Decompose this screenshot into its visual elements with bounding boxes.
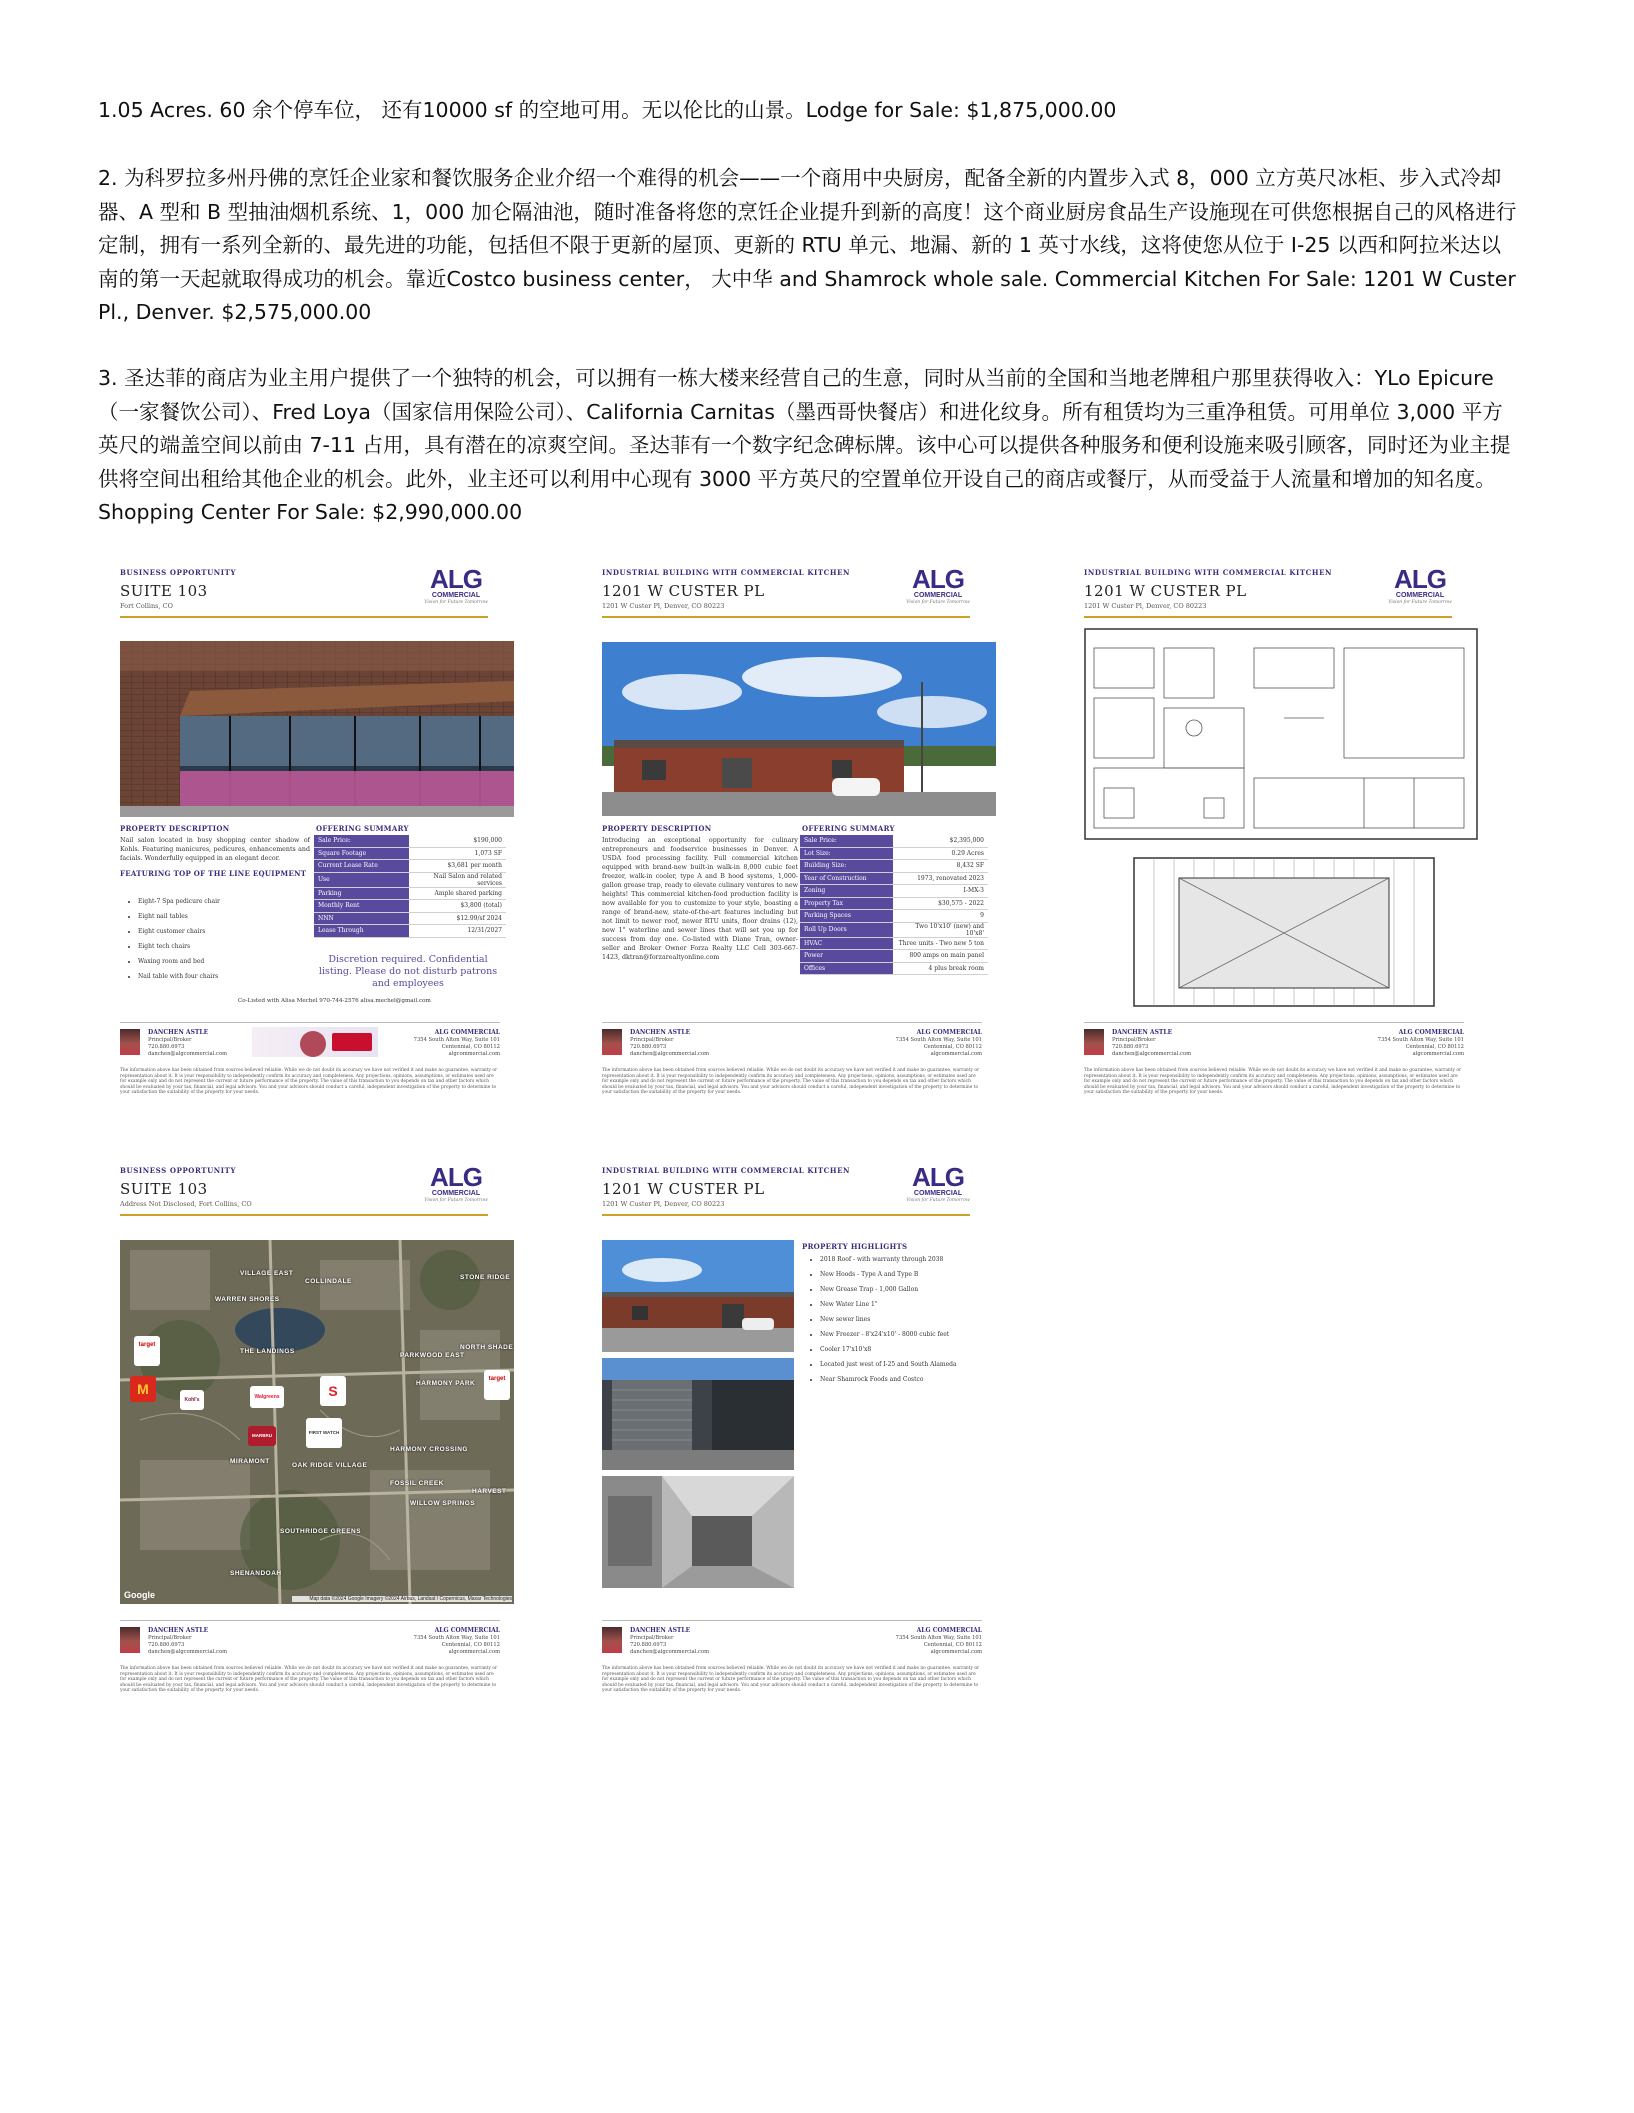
table-value: Nail Salon and related services <box>409 872 506 887</box>
remax-logo <box>332 1033 372 1051</box>
list-item: • Located just west of I-25 and South Alameda <box>820 1357 957 1372</box>
table-row <box>314 912 506 925</box>
agent-contact: Principal/Broker 720.880.6973 danchen@algcommercial.com <box>630 1635 710 1655</box>
logo-alg: ALG <box>430 1162 482 1192</box>
exterior-photo <box>602 1240 794 1352</box>
target-pin: target <box>484 1370 510 1400</box>
map-label: VILLAGE EAST <box>240 1270 294 1277</box>
table-value: $12.99/sf 2024 <box>409 912 506 925</box>
firm-address: 7354 South Alton Way, Suite 101 Centennial, CO 80112 algcommercial.com <box>413 1037 500 1057</box>
flyer-title: 1201 W CUSTER PL <box>1084 582 1247 600</box>
table-value: 4 plus break room <box>893 962 988 975</box>
table-key: Sale Price: <box>314 835 409 847</box>
flyer-kicker: INDUSTRIAL BUILDING WITH COMMERCIAL KITCHEN <box>1084 568 1333 577</box>
map-label: WARREN SHORES <box>215 1296 280 1303</box>
table-row <box>800 872 988 885</box>
flyer-kicker: INDUSTRIAL BUILDING WITH COMMERCIAL KITCHEN <box>602 1166 851 1175</box>
list-item: • New sewer lines <box>820 1312 957 1327</box>
table-key: HVAC <box>800 937 893 950</box>
alg-logo <box>906 1164 970 1203</box>
list-item: • New Grease Trap - 1,000 Gallon <box>820 1282 957 1297</box>
features-list <box>126 894 220 984</box>
table-key: Square Footage <box>314 847 409 860</box>
agent-footer <box>602 1022 982 1059</box>
gold-rule <box>120 1214 488 1216</box>
alg-logo <box>906 566 970 605</box>
map-label: SHENANDOAH <box>230 1570 282 1577</box>
table-value: 9 <box>893 910 988 923</box>
description-text: Nail salon located in busy shopping center shadow of Kohls. Featuring manicures, pedicures, enhancements and facials. Wonderfully equipped in an elegant decor. <box>120 837 310 862</box>
flyer-title: SUITE 103 <box>120 582 208 600</box>
table-row <box>314 900 506 913</box>
safeway-pin: S <box>320 1376 346 1406</box>
table-key: Power <box>800 950 893 963</box>
table-row <box>800 910 988 923</box>
table-row <box>800 885 988 898</box>
map-label: HARMONY PARK <box>416 1380 476 1387</box>
table-key: Sale Price: <box>800 835 893 847</box>
agent-name: DANCHEN ASTLE <box>1112 1029 1173 1036</box>
map-label: HARMONY CROSSING <box>390 1446 468 1453</box>
firm-address: 7354 South Alton Way, Suite 101 Centennial, CO 80112 algcommercial.com <box>895 1635 982 1655</box>
offering-heading: OFFERING SUMMARY <box>802 824 895 833</box>
logo-commercial: COMMERCIAL <box>431 1190 481 1197</box>
logo-tagline: Vision for Future Tomorrow <box>424 600 488 605</box>
table-value: 800 amps on main panel <box>893 950 988 963</box>
list-item: • Cooler 17'x10'x8 <box>820 1342 957 1357</box>
table-row <box>314 887 506 900</box>
table-row <box>314 925 506 938</box>
alg-logo <box>1388 566 1452 605</box>
flyer-kicker: INDUSTRIAL BUILDING WITH COMMERCIAL KITCHEN <box>602 568 851 577</box>
flyer-title: SUITE 103 <box>120 1180 208 1198</box>
list-item: • Eight tech chairs <box>138 939 220 954</box>
table-value: 1973, renovated 2023 <box>893 872 988 885</box>
firm-name: ALG COMMERCIAL <box>434 1627 500 1634</box>
offering-table <box>800 835 988 975</box>
flyer-title: 1201 W CUSTER PL <box>602 582 765 600</box>
agent-name: DANCHEN ASTLE <box>148 1627 209 1634</box>
logo-alg: ALG <box>912 564 964 594</box>
disclaimer: The information above has been obtained from sources believed reliable. While we do not doubt its accuracy we have not verified it and make no guarantee, warranty or representation about it. It is your responsibility to independently confirm its accuracy and completeness. Any projections, opinions, assumptions, or estimates used are for example only and do not represent the current or future performance of the property. The value of this transaction to you depends on tax and other factors which should be evaluated by your tax, financial, and legal advisors. You and your advisors should conduct a careful, independent investigation of the property to determine to your satisfaction the suitability of the property for your needs. <box>602 1666 980 1694</box>
agent-photo <box>602 1627 622 1653</box>
table-key: NNN <box>314 912 409 925</box>
mcdonalds-pin: M <box>130 1376 156 1402</box>
table-key: Use <box>314 872 409 887</box>
logo-commercial: COMMERCIAL <box>913 592 963 599</box>
list-item: • Nail table with four chairs <box>138 969 220 984</box>
table-key: Parking <box>314 887 409 900</box>
floor-plan-drawing <box>1084 628 1478 1012</box>
agent-footer <box>602 1620 982 1657</box>
gold-rule <box>602 616 970 618</box>
table-row <box>800 962 988 975</box>
agent-name: DANCHEN ASTLE <box>630 1029 691 1036</box>
table-row <box>800 835 988 847</box>
agent-photo <box>120 1029 140 1055</box>
table-row <box>314 872 506 887</box>
alg-logo <box>424 566 488 605</box>
list-item: • Eight-7 Spa pedicure chair <box>138 894 220 909</box>
gold-rule <box>602 1214 970 1216</box>
property-description <box>602 824 798 962</box>
storefront-photo <box>120 641 514 817</box>
agent-footer <box>120 1620 500 1657</box>
table-row <box>314 860 506 873</box>
flyer-kicker: BUSINESS OPPORTUNITY <box>120 568 237 577</box>
flyer-suite-103 <box>98 562 506 1112</box>
flyer-custer-highlights <box>580 1160 988 1710</box>
description-heading: PROPERTY DESCRIPTION <box>120 824 230 833</box>
floor-plan <box>1084 628 1478 1012</box>
map-label: OAK RIDGE VILLAGE <box>292 1462 368 1469</box>
firm-name: ALG COMMERCIAL <box>434 1029 500 1036</box>
aerial-map <box>120 1240 514 1604</box>
logo-alg: ALG <box>912 1162 964 1192</box>
map-label: STONE RIDGE <box>460 1274 511 1281</box>
map-label: MIRAMONT <box>230 1458 270 1465</box>
table-key: Roll Up Doors <box>800 922 893 937</box>
table-value: I-MX-3 <box>893 885 988 898</box>
table-key: Lot Size: <box>800 847 893 860</box>
logo-commercial: COMMERCIAL <box>913 1190 963 1197</box>
disclaimer: The information above has been obtained from sources believed reliable. While we do not doubt its accuracy we have not verified it and make no guarantee, warranty or representation about it. It is your responsibility to independently confirm its accuracy and completeness. Any projections, opinions, assumptions, or estimates used are for example only and do not represent the current or future performance of the property. The value of this transaction to you depends on tax and other factors which should be evaluated by your tax, financial, and legal advisors. You and your advisors should conduct a careful, independent investigation of the property to determine to your satisfaction the suitability of the property for your needs. <box>120 1666 498 1694</box>
map-label: HARVEST <box>472 1488 507 1495</box>
disclaimer: The information above has been obtained from sources believed reliable. While we do not doubt its accuracy we have not verified it and make no guarantee, warranty or representation about it. It is your responsibility to independently confirm its accuracy and completeness. Any projections, opinions, assumptions, or estimates used are for example only and do not represent the current or future performance of the property. The value of this transaction to you depends on tax and other factors which should be evaluated by your tax, financial, and legal advisors. You and your advisors should conduct a careful, independent investigation of the property to determine to your satisfaction the suitability of the property for your needs. <box>120 1068 498 1096</box>
table-key: Parking Spaces <box>800 910 893 923</box>
list-item: • 2018 Roof - with warranty through 2038 <box>820 1252 957 1267</box>
target-pin: target <box>134 1336 160 1366</box>
table-value: $30,575 - 2022 <box>893 897 988 910</box>
list-item: • Eight customer chairs <box>138 924 220 939</box>
table-row <box>800 950 988 963</box>
list-item: • Waxing room and bed <box>138 954 220 969</box>
map-attribution: Map data ©2024 Google Imagery ©2024 Airbus, Landsat / Copernicus, Maxar Technologies <box>292 1596 512 1602</box>
firm-name: ALG COMMERCIAL <box>916 1029 982 1036</box>
flyer-subtitle: 1201 W Custer Pl, Denver, CO 80223 <box>602 602 725 610</box>
highlights-list <box>808 1252 957 1387</box>
firm-address: 7354 South Alton Way, Suite 101 Centennial, CO 80112 algcommercial.com <box>413 1635 500 1655</box>
property-description <box>120 824 310 878</box>
agent-name: DANCHEN ASTLE <box>630 1627 691 1634</box>
discretion-note: Discretion required. Confidential listing. Please do not disturb patrons and employees <box>318 954 498 989</box>
list-item: • Eight nail tables <box>138 909 220 924</box>
agent-photo <box>1084 1029 1104 1055</box>
table-value: Two 10'x10' (new) and 10'x8' <box>893 922 988 937</box>
agent-contact: Principal/Broker 720.880.6973 danchen@algcommercial.com <box>148 1037 228 1057</box>
logo-commercial: COMMERCIAL <box>431 592 481 599</box>
agent-photo <box>602 1029 622 1055</box>
alg-logo <box>424 1164 488 1203</box>
first-watch-pin: FIRST WATCH <box>306 1418 342 1448</box>
offering-heading: OFFERING SUMMARY <box>316 824 409 833</box>
paragraph-commercial-kitchen: 2. 为科罗拉多州丹佛的烹饪企业家和餐饮服务企业介绍一个难得的机会——一个商用中央厨房，配备全新的内置步入式 8，000 立方英尺冰柜、步入式冷却器、A 型和 B 型抽油烟机系统、1，000 加仑隔油池，随时准备将您的烹饪企业提升到新的高度！这个商业厨房食品生产设施现在可供您根据自己的风格进行定制，拥有一系列全新的、最先进的功能，包括但不限于更新的屋顶、更新的 RTU 单元、地漏、新的 1 英寸水线，这将使您从位于 I-25 以西和阿拉米达以南的第一天起就取得成功的机会。靠近Costco business center， 大中华 and Shamrock whole sale. Commercial Kitchen For Sale: 1201 W Custer Pl., Denver. $2,575,000.00 <box>98 166 1517 324</box>
corridor-photo <box>602 1476 794 1588</box>
map-label: SOUTHRIDGE GREENS <box>280 1528 362 1535</box>
agent-contact: Principal/Broker 720.880.6973 danchen@algcommercial.com <box>1112 1037 1192 1057</box>
logo-tagline: Vision for Future Tomorrow <box>906 600 970 605</box>
disclaimer: The information above has been obtained from sources believed reliable. While we do not doubt its accuracy we have not verified it and make no guarantee, warranty or representation about it. It is your responsibility to independently confirm its accuracy and completeness. Any projections, opinions, assumptions, or estimates used are for example only and do not represent the current or future performance of the property. The value of this transaction to you depends on tax and other factors which should be evaluated by your tax, financial, and legal advisors. You and your advisors should conduct a careful, independent investigation of the property to determine to your satisfaction the suitability of the property for your needs. <box>1084 1068 1462 1096</box>
flyer-custer-floorplan <box>1062 562 1470 1112</box>
table-value: 8,432 SF <box>893 860 988 873</box>
garage-illustration <box>602 1358 794 1470</box>
table-value: 1,073 SF <box>409 847 506 860</box>
map-label: WILLOW SPRINGS <box>410 1500 476 1507</box>
description-heading: PROPERTY DESCRIPTION <box>602 824 712 833</box>
agent-contact: Principal/Broker 720.880.6973 danchen@algcommercial.com <box>630 1037 710 1057</box>
agent-footer <box>1084 1022 1464 1059</box>
table-key: Zoning <box>800 885 893 898</box>
table-value: $2,395,000 <box>893 835 988 847</box>
table-key: Offices <box>800 962 893 975</box>
table-value: $3,681 per month <box>409 860 506 873</box>
kohls-pin: Kohl's <box>180 1390 204 1410</box>
table-row <box>800 897 988 910</box>
storefront-illustration <box>120 641 514 817</box>
building-photo <box>602 642 996 816</box>
list-item: • New Hoods - Type A and Type B <box>820 1267 957 1282</box>
flyer-subtitle: Address Not Disclosed, Fort Collins, CO <box>120 1200 252 1208</box>
map-label: PARKWOOD EAST <box>400 1352 465 1359</box>
paragraph-lodge: 1.05 Acres. 60 余个停车位， 还有10000 sf 的空地可用。无以伦比的山景。Lodge for Sale: $1,875,000.00 <box>98 98 1117 122</box>
table-value: 12/31/2027 <box>409 925 506 938</box>
logo-commercial: COMMERCIAL <box>1395 592 1445 599</box>
list-item: • New Water Line 1" <box>820 1297 957 1312</box>
table-row <box>800 922 988 937</box>
agent-contact: Principal/Broker 720.880.6973 danchen@algcommercial.com <box>148 1635 228 1655</box>
exterior-illustration <box>602 1240 794 1352</box>
logo-tagline: Vision for Future Tomorrow <box>424 1198 488 1203</box>
disclaimer: The information above has been obtained from sources believed reliable. While we do not doubt its accuracy we have not verified it and make no guarantee, warranty or representation about it. It is your responsibility to independently confirm its accuracy and completeness. Any projections, opinions, assumptions, or estimates used are for example only and do not represent the current or future performance of the property. The value of this transaction to you depends on tax and other factors which should be evaluated by your tax, financial, and legal advisors. You and your advisors should conduct a careful, independent investigation of the property to determine to your satisfaction the suitability of the property for your needs. <box>602 1068 980 1096</box>
building-illustration <box>602 642 996 816</box>
gold-rule <box>1084 616 1452 618</box>
logo-alg: ALG <box>430 564 482 594</box>
table-row <box>800 860 988 873</box>
table-value: Ample shared parking <box>409 887 506 900</box>
firm-address: 7354 South Alton Way, Suite 101 Centennial, CO 80112 algcommercial.com <box>895 1037 982 1057</box>
table-key: Monthly Rent <box>314 900 409 913</box>
map-label: THE LANDINGS <box>240 1348 295 1355</box>
table-value: $190,000 <box>409 835 506 847</box>
table-value: Three units - Two new 5 ton <box>893 937 988 950</box>
table-value: 0.29 Acres <box>893 847 988 860</box>
flyer-suite-103-map <box>98 1160 514 1710</box>
description-text: Introducing an exceptional opportunity for culinary entrepreneurs and foodservice businesses in Denver. A USDA food processing facility. Full commercial kitchen equipped with brand-new built-in walk-in 8,000 cubic feet freezer, walk-in cooler, type A and B hood systems, 1,000-gallon grease trap, ready to elevate culinary ventures to new heights! This commercial kitchen-food production facility is now available for you to customize to your style, boasting a range of brand-new, state-of-the-art features including but not limit to newer roof, newer RTU units, floor drains (12), new 1" waterline and sewer lines that will set you up for success from day one. Co-listed with Diane Tran, owner-seller and Broker Owner Forza Realty LLC Cell 303-667-1423, dktran@forzarealtyonline.com <box>602 837 798 961</box>
flyer-kicker: BUSINESS OPPORTUNITY <box>120 1166 237 1175</box>
agent-name: DANCHEN ASTLE <box>148 1029 209 1036</box>
colisted-line: Co-Listed with Alisa Mechel 970-744-2576 alisa.mechel@gmail.com <box>238 998 431 1004</box>
flyer-subtitle: Fort Collins, CO <box>120 602 173 610</box>
co-broker-photo <box>300 1031 326 1057</box>
agent-photo <box>120 1627 140 1653</box>
list-item: • Near Shamrock Foods and Costco <box>820 1372 957 1387</box>
firm-name: ALG COMMERCIAL <box>1398 1029 1464 1036</box>
flyer-subtitle: 1201 W Custer Pl, Denver, CO 80223 <box>1084 602 1207 610</box>
garage-photo <box>602 1358 794 1470</box>
map-google-logo: Google <box>124 1590 155 1600</box>
logo-tagline: Vision for Future Tomorrow <box>1388 600 1452 605</box>
list-item: • New Freezer - 8'x24'x10' - 8000 cubic feet <box>820 1327 957 1342</box>
table-row <box>800 847 988 860</box>
logo-tagline: Vision for Future Tomorrow <box>906 1198 970 1203</box>
agent-footer <box>120 1022 500 1059</box>
table-key: Property Tax <box>800 897 893 910</box>
walgreens-pin: Walgreens <box>250 1386 284 1408</box>
table-key: Building Size: <box>800 860 893 873</box>
table-row <box>314 835 506 847</box>
table-value: $3,800 (total) <box>409 900 506 913</box>
corridor-illustration <box>602 1476 794 1588</box>
map-label: COLLINDALE <box>305 1278 352 1285</box>
table-key: Current Lease Rate <box>314 860 409 873</box>
co-broker-banner <box>252 1027 378 1057</box>
firm-address: 7354 South Alton Way, Suite 101 Centennial, CO 80112 algcommercial.com <box>1377 1037 1464 1057</box>
marbru-pin: MARBRU <box>248 1426 276 1446</box>
table-key: Year of Construction <box>800 872 893 885</box>
flyer-title: 1201 W CUSTER PL <box>602 1180 765 1198</box>
paragraph-shopping-center: 3. 圣达菲的商店为业主用户提供了一个独特的机会，可以拥有一栋大楼来经营自己的生意，同时从当前的全国和当地老牌租户那里获得收入：YLo Epicure（一家餐饮公司）、Fred Loya（国家信用保险公司）、California Carnitas（墨西哥快餐店）和进化纹身。所有租赁均为三重净租赁。可用单位 3,000 平方英尺的端盖空间以前由 7-11 占用，具有潜在的凉爽空间。圣达菲有一个数字纪念碑标牌。该中心可以提供各种服务和便利设施来吸引顾客，同时还为业主提供将空间出租给其他企业的机会。此外，业主还可以利用中心现有 3000 平方英尺的空置单位开设自己的商店或餐厅，从而受益于人流量和增加的知名度。Shopping Center For Sale: $2,990,000.00 <box>98 366 1511 524</box>
flyer-custer-summary <box>580 562 988 1112</box>
highlights-heading: PROPERTY HIGHLIGHTS <box>802 1242 908 1251</box>
gold-rule <box>120 616 488 618</box>
flyer-subtitle: 1201 W Custer Pl, Denver, CO 80223 <box>602 1200 725 1208</box>
features-heading: FEATURING TOP OF THE LINE EQUIPMENT <box>120 869 307 878</box>
map-label: NORTH SHADE <box>460 1344 514 1351</box>
firm-name: ALG COMMERCIAL <box>916 1627 982 1634</box>
logo-alg: ALG <box>1394 564 1446 594</box>
map-label: FOSSIL CREEK <box>390 1480 444 1487</box>
table-row <box>800 937 988 950</box>
table-row <box>314 847 506 860</box>
offering-table <box>314 835 506 938</box>
table-key: Lease Through <box>314 925 409 938</box>
